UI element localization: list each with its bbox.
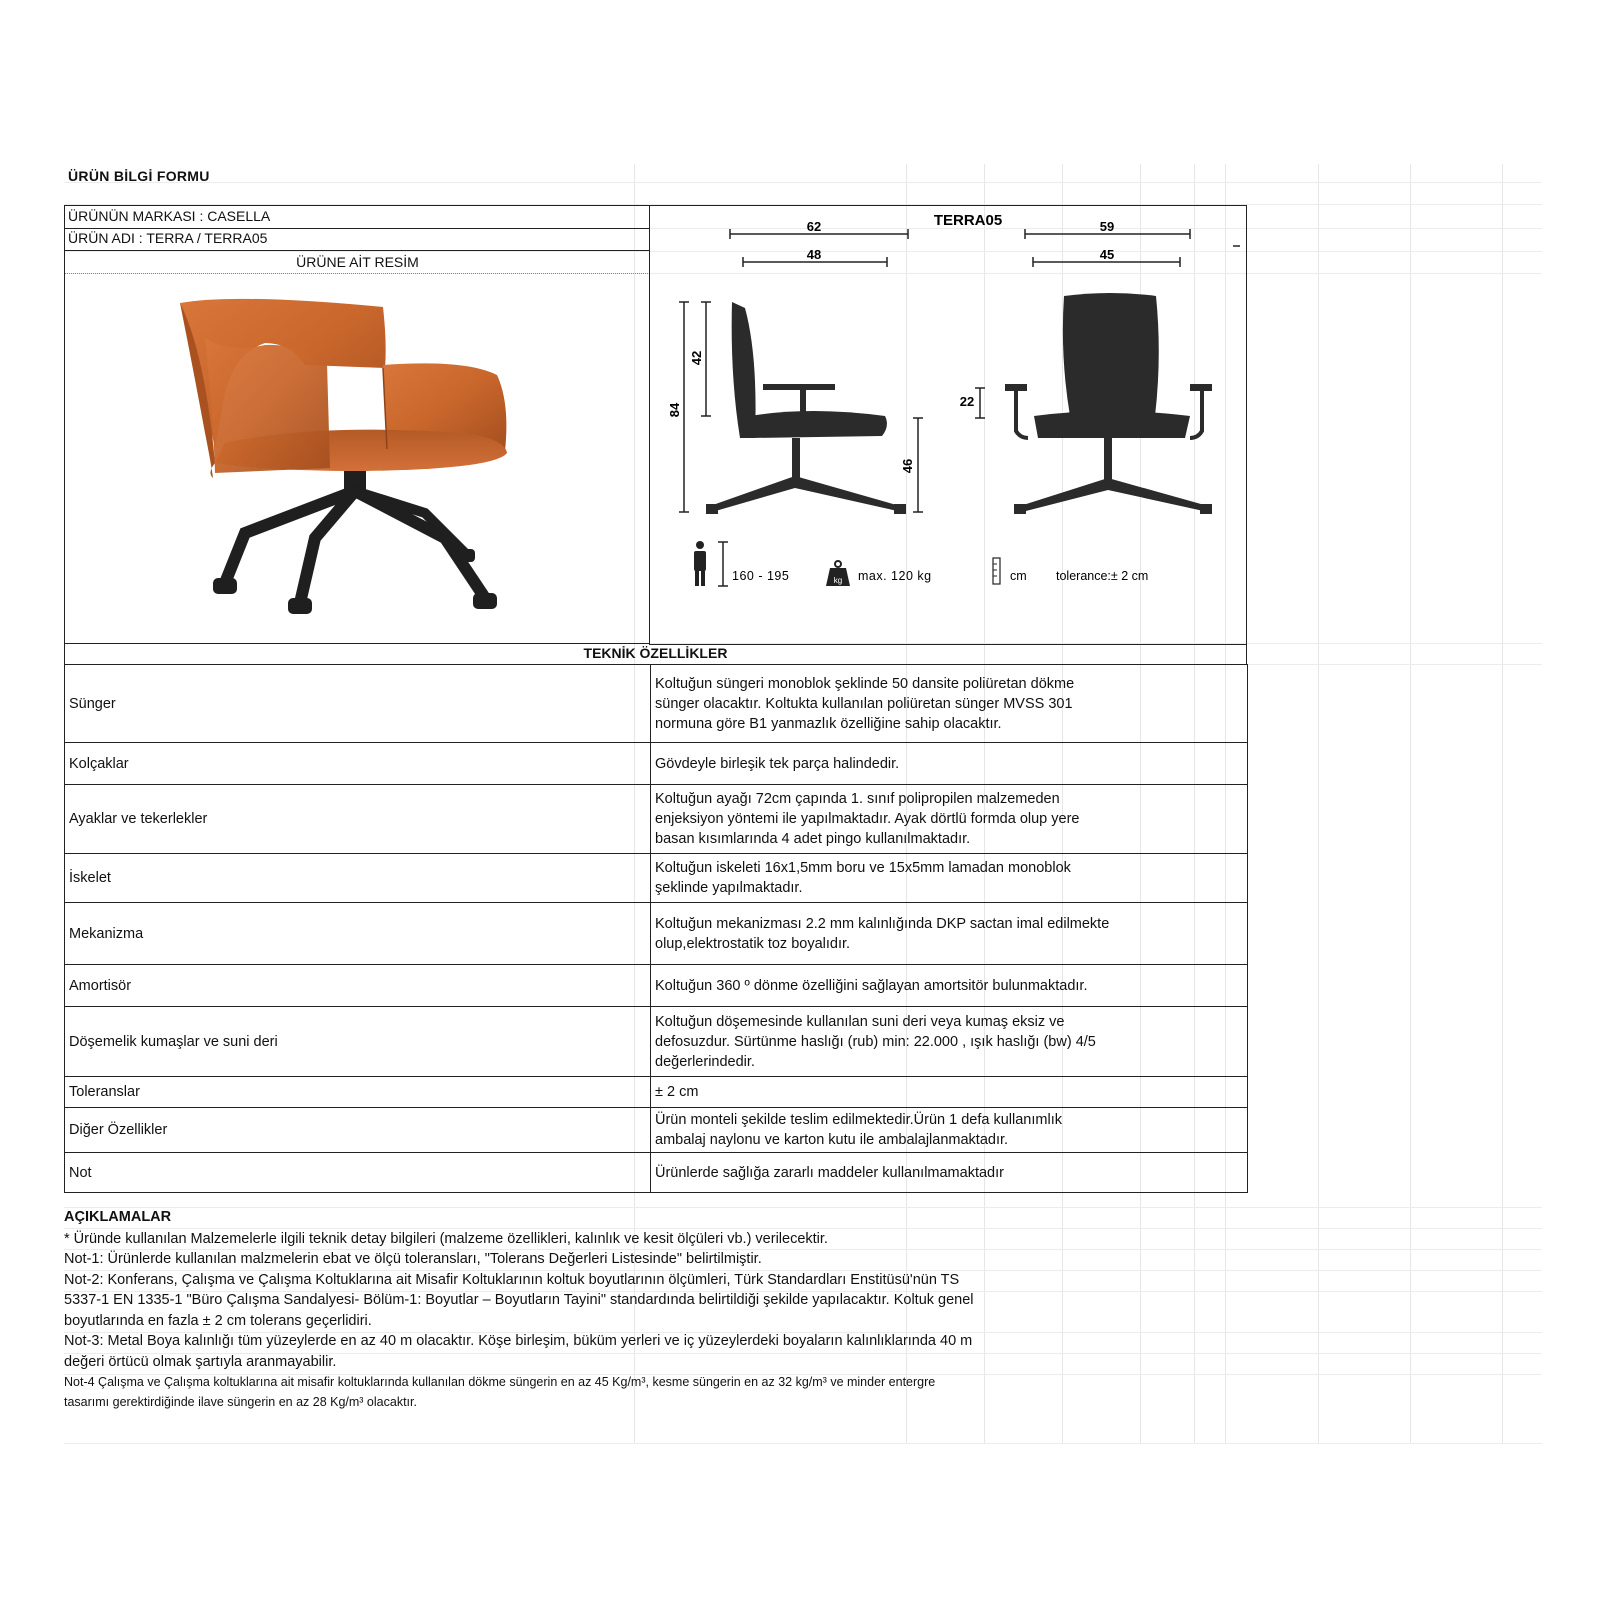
spec-value-line: defosuzdur. Sürtünme haslığı (rub) min: 22.000 , ışık haslığı (bw) 4/5 (655, 1033, 1096, 1050)
spec-value-line: enjeksiyon yöntemi ile yapılmaktadır. Ayak dörtlü formda olup yere (655, 811, 1080, 827)
spec-value (651, 1077, 1248, 1108)
user-height-range: 160 - 195 (732, 569, 790, 583)
note-line-small: Not-4 Çalışma ve Çalışma koltuklarına ait misafir koltuklarında kullanılan dökme süngerin en az 45 Kg/m³, kesme süngerin en az 32 kg/m³ ve minder entergre (64, 1375, 936, 1389)
technical-specs-heading: TEKNİK ÖZELLİKLER (64, 643, 1247, 665)
spec-label: Amortisör (65, 965, 651, 1007)
form-title: ÜRÜN BİLGİ FORMU (68, 168, 210, 184)
max-weight-text: max. 120 kg (858, 569, 932, 583)
product-name-text: ÜRÜN ADI : TERRA / TERRA05 (68, 230, 268, 246)
chair-photo-illustration (65, 273, 650, 643)
dim-back-height: 42 (689, 350, 704, 366)
table-row (65, 785, 1248, 854)
spec-value-line: Ürünlerde sağlığa zararlı maddeler kullanılmamaktadır (655, 1164, 1004, 1181)
notes-section (64, 1207, 1245, 1412)
table-row (65, 965, 1248, 1007)
unit-text: cm (1010, 569, 1027, 583)
product-photo (64, 273, 650, 644)
dim-front-width-outer: 59 (1099, 219, 1115, 234)
spec-label: Sünger (65, 665, 651, 743)
spec-label: Diğer Özellikler (65, 1108, 651, 1153)
spec-value-line: Koltuğun iskeleti 16x1,5mm boru ve 15x5mm lamadan monoblok (655, 860, 1071, 876)
spec-label: Kolçaklar (65, 743, 651, 785)
spec-table (64, 664, 1248, 1193)
spec-value (651, 1007, 1248, 1077)
grid-line (64, 182, 1542, 183)
dim-arm-height: 22 (959, 394, 975, 409)
spec-value (651, 665, 1248, 743)
spec-value (651, 1108, 1248, 1153)
table-row (65, 743, 1248, 785)
spec-value (651, 743, 1248, 785)
dimension-drawing (650, 206, 1246, 644)
dim-total-height: 84 (667, 402, 682, 418)
chair-glide (473, 593, 497, 609)
table-row (65, 1108, 1248, 1153)
spec-value-line: olup,elektrostatik toz boyalıdır. (655, 935, 851, 952)
spec-value-line: şeklinde yapılmaktadır. (655, 880, 803, 896)
spec-label: Mekanizma (65, 903, 651, 965)
note-line: * Üründe kullanılan Malzemelerle ilgili teknik detay bilgileri (malzeme özellikleri, kalınlık ve kesit ölçüleri vb.) verilecektir. (64, 1230, 828, 1247)
product-info-sheet (64, 164, 1542, 1444)
dim-seat-height: 46 (900, 458, 915, 474)
spec-label: İskelet (65, 854, 651, 903)
table-row (65, 903, 1248, 965)
note-line: Not-3: Metal Boya kalınlığı tüm yüzeylerde en az 40 m olacaktır. Köşe birleşim, büküm yerleri ve iç yüzeylerdeki boyaların kalınlıklarında 40 m (64, 1333, 973, 1349)
spec-value-line: değerlerindedir. (655, 1053, 755, 1070)
table-row (65, 1007, 1248, 1077)
spec-label: Not (65, 1153, 651, 1193)
spec-value-line: Koltuğun mekanizması 2.2 mm kalınlığında DKP sactan imal edilmekte (655, 915, 1110, 932)
spec-value-line: basan kısımlarında 4 adet pingo kullanılmaktadır. (655, 831, 971, 847)
chair-glide (288, 598, 312, 614)
spec-value (651, 785, 1248, 854)
spec-value (651, 965, 1248, 1007)
product-name-row (64, 228, 650, 251)
dim-front-width-inner: 45 (1099, 247, 1115, 262)
note-line-small: tasarımı gerektirdiğinde ilave süngerin en az 28 Kg/m³ olacaktır. (64, 1395, 417, 1409)
table-row (65, 1077, 1248, 1108)
chair-front-view (1005, 293, 1212, 514)
spec-value-line: Koltuğun 360 º dönme özelliğini sağlayan amortsitör bulunmaktadır. (655, 977, 1088, 994)
note-line: değeri örtücü olmak şartıyla aranmayabilir. (64, 1353, 337, 1370)
note-line: Not-2: Konferans, Çalışma ve Çalışma Koltuklarına ait Misafir Koltuklarının koltuk boyutlarının ölçümleri, Türk Standardları Enstitüsü'nün TS (64, 1271, 960, 1288)
spec-value-line: Koltuğun ayağı 72cm çapında 1. sınıf polipropilen malzemeden (655, 791, 1060, 807)
chair-side-view (706, 302, 906, 514)
weight-icon-label: kg (833, 576, 843, 585)
spec-value-line: Koltuğun süngeri monoblok şeklinde 50 dansite poliüretan dökme (655, 675, 1075, 692)
table-row (65, 854, 1248, 903)
notes-heading: AÇIKLAMALAR (64, 1209, 172, 1225)
spec-value-line: normuna göre B1 yanmazlık özelliğine sahip olacaktır. (655, 715, 1002, 732)
brand-row (64, 205, 650, 229)
spec-label: Döşemelik kumaşlar ve suni deri (65, 1007, 651, 1077)
dim-side-width-inner: 48 (806, 247, 822, 262)
grid-line (1502, 164, 1503, 1444)
table-row (65, 1153, 1248, 1193)
tolerance-text: tolerance:± 2 cm (1056, 569, 1149, 583)
brand-text: ÜRÜNÜN MARKASI : CASELLA (68, 208, 271, 224)
person-icon (694, 541, 706, 586)
grid-line (1318, 164, 1319, 1444)
spec-label: Toleranslar (65, 1077, 651, 1108)
spec-value-line: Koltuğun döşemesinde kullanılan suni deri veya kumaş eksiz ve (655, 1013, 1065, 1030)
spec-value-line: sünger olacaktır. Koltukta kullanılan poliüretan sünger MVSS 301 (655, 695, 1073, 712)
technical-drawing-panel (649, 205, 1247, 645)
picture-label: ÜRÜNE AİT RESİM (64, 251, 650, 274)
note-line: boyutlarında en fazla ± 2 cm tolerans geçerlidiri. (64, 1312, 372, 1329)
spec-value-line: ambalaj naylonu ve karton kutu ile ambalajlanmaktadır. (655, 1132, 1009, 1148)
spec-value-line: Ürün monteli şekilde teslim edilmektedir.Ürün 1 defa kullanımlık (655, 1112, 1062, 1128)
chair-glide (213, 578, 237, 594)
spec-value-line: ± 2 cm (655, 1084, 699, 1100)
dim-side-width-outer: 62 (806, 219, 822, 234)
spec-value-line: Gövdeyle birleşik tek parça halindedir. (655, 755, 900, 772)
table-row (65, 665, 1248, 743)
grid-line (1410, 164, 1411, 1444)
spec-value (651, 854, 1248, 903)
note-line: Not-1: Ürünlerde kullanılan malzmelerin ebat ve ölçü toleransları, "Tolerans Değerleri Listesinde" belirtilmiştir. (64, 1251, 762, 1267)
chair-glide (455, 549, 475, 562)
spec-label: Ayaklar ve tekerlekler (65, 785, 651, 854)
spec-value (651, 903, 1248, 965)
chair-left-arm-shape (205, 338, 330, 473)
note-line: 5337-1 EN 1335-1 "Büro Çalışma Sandalyesi- Bölüm-1: Boyutlar – Boyutların Tayini" standardında belirtildiği şekilde yapılacaktır. Koltuk genel (64, 1292, 974, 1308)
spec-value (651, 1153, 1248, 1193)
drawing-model-label: TERRA05 (933, 212, 1003, 229)
ruler-icon (993, 558, 1000, 584)
grid-line (64, 1443, 1542, 1444)
